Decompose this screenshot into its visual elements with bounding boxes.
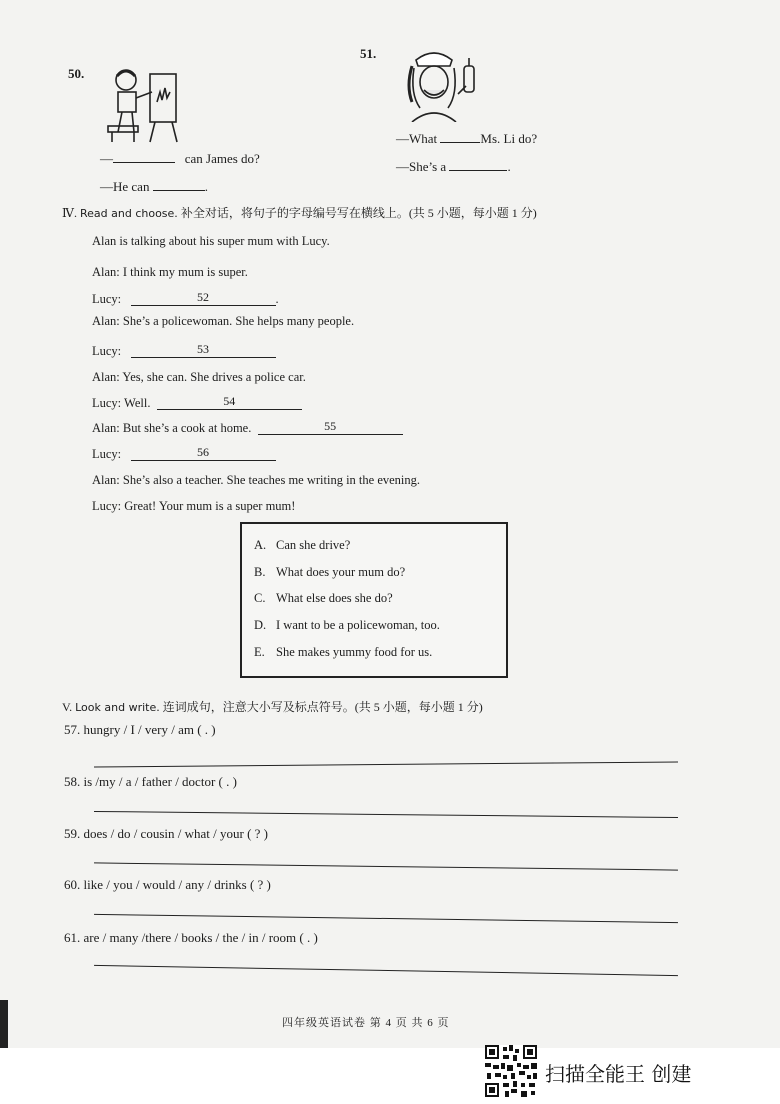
answer-line-60[interactable] bbox=[94, 914, 678, 923]
dialog-line: Lucy: 53 bbox=[92, 344, 276, 359]
item-57: 57. hungry / I / very / am ( . ) bbox=[64, 722, 216, 737]
answer-blank[interactable] bbox=[113, 150, 175, 163]
question-50-line-2: —He can . bbox=[100, 179, 208, 194]
answer-line-61[interactable] bbox=[94, 965, 678, 976]
dialog-line: Lucy: Great! Your mum is a super mum! bbox=[92, 499, 296, 513]
dialog-line: Alan: I think my mum is super. bbox=[92, 265, 248, 279]
dialog-intro: Alan is talking about his super mum with Lucy. bbox=[92, 234, 330, 248]
item-59: 59. does / do / cousin / what / your ( ? ) bbox=[64, 826, 268, 841]
answer-blank-56[interactable]: 56 bbox=[131, 448, 276, 461]
dialog-line: Lucy: 56 bbox=[92, 447, 276, 462]
dialog-line: Alan: She’s a policewoman. She helps many people. bbox=[92, 314, 355, 328]
option-b: B. What does your mum do? bbox=[254, 565, 406, 579]
dialog-line: Lucy: Well. 54 bbox=[92, 396, 302, 411]
answer-line-59[interactable] bbox=[94, 862, 678, 870]
answer-blank[interactable] bbox=[153, 178, 205, 191]
option-c: C. What else does she do? bbox=[254, 591, 393, 605]
option-e: E. She makes yummy food for us. bbox=[254, 645, 433, 659]
question-51-number: 51. bbox=[360, 46, 377, 61]
scan-edge-shadow bbox=[0, 1000, 8, 1048]
item-60: 60. like / you / would / any / drinks ( ? ) bbox=[64, 877, 271, 892]
qr-code-icon bbox=[485, 1045, 537, 1097]
dialog-line: Alan: But she’s a cook at home. 55 bbox=[92, 421, 403, 436]
nurse-illustration bbox=[398, 46, 490, 122]
question-50-line-1: — can James do? bbox=[100, 151, 260, 166]
answer-blank[interactable] bbox=[449, 158, 507, 171]
item-61: 61. are / many /there / books / the / in / room ( . ) bbox=[64, 930, 318, 945]
section-5-heading: V. Look and write. 连词成句，注意大小写及标点符号。(共 5 小题，每小题 1 分) bbox=[62, 700, 483, 714]
dialog-line: Alan: Yes, she can. She drives a police car. bbox=[92, 370, 306, 384]
answer-blank-55[interactable]: 55 bbox=[258, 422, 403, 435]
question-51-line-1: —What Ms. Li do? bbox=[396, 131, 538, 146]
options-box bbox=[240, 522, 508, 678]
section-4-heading: Ⅳ. Read and choose. 补全对话，将句子的字母编号写在横线上。(共 5 小题，每小题 1 分) bbox=[62, 206, 537, 220]
question-50-number: 50. bbox=[68, 66, 85, 81]
dialog-line: Lucy: 52 . bbox=[92, 290, 279, 306]
scanner-brand-label: 扫描全能王 创建 bbox=[545, 1062, 692, 1086]
answer-line-57[interactable] bbox=[94, 761, 678, 767]
item-58: 58. is /my / a / father / doctor ( . ) bbox=[64, 774, 237, 789]
answer-blank-54[interactable]: 54 bbox=[157, 397, 302, 410]
dialog-line: Alan: She’s also a teacher. She teaches me writing in the evening. bbox=[92, 473, 421, 487]
boy-painting-illustration bbox=[100, 62, 190, 146]
question-51-line-2: —She’s a . bbox=[396, 159, 511, 174]
option-d: D. I want to be a policewoman, too. bbox=[254, 618, 440, 632]
answer-blank-52[interactable]: 52 bbox=[131, 293, 276, 306]
answer-line-58[interactable] bbox=[94, 811, 678, 818]
page-footer: 四年级英语试卷 第 4 页 共 6 页 bbox=[282, 1017, 450, 1029]
answer-blank[interactable] bbox=[440, 130, 480, 143]
answer-blank-53[interactable]: 53 bbox=[131, 345, 276, 358]
option-a: A. Can she drive? bbox=[254, 538, 351, 552]
